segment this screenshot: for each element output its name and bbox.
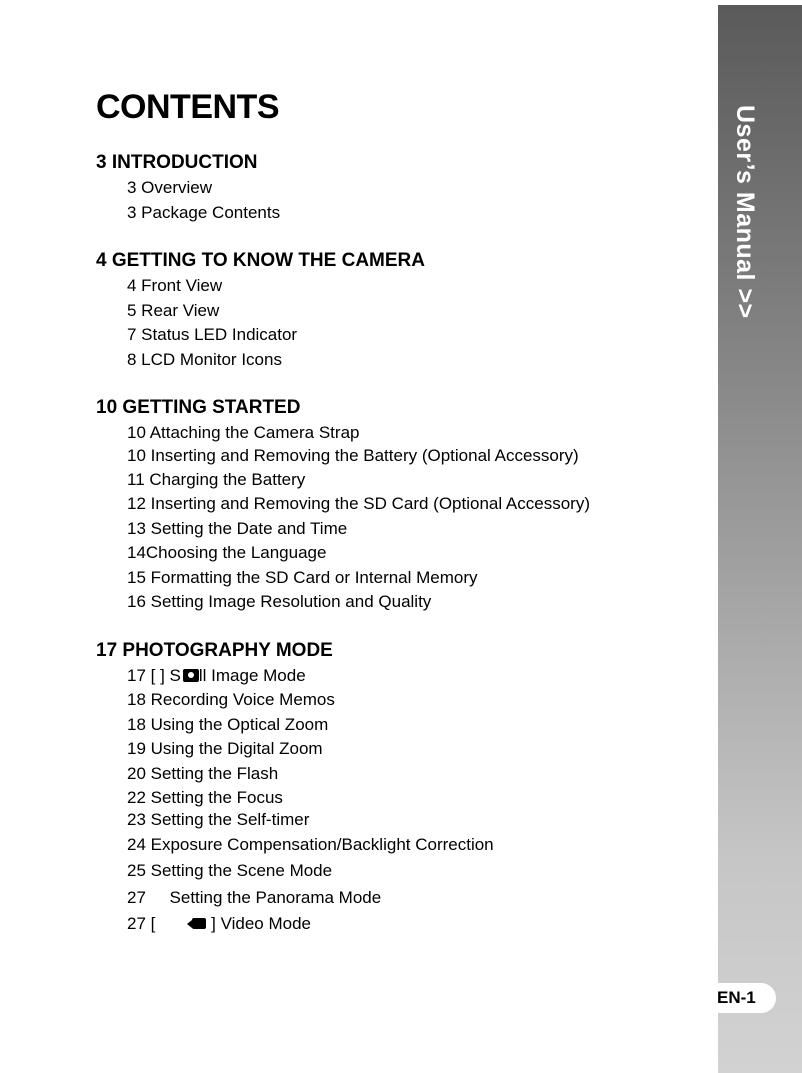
manual-side-title: User’s Manual >> bbox=[731, 105, 759, 319]
toc-entry[interactable]: 10 Inserting and Removing the Battery (Optional Accessory) bbox=[127, 446, 579, 465]
toc-entry[interactable]: 18 Using the Optical Zoom bbox=[127, 715, 329, 734]
toc-entry[interactable]: 10 Attaching the Camera Strap bbox=[127, 423, 360, 442]
toc-entry[interactable]: 7 Status LED Indicator bbox=[127, 325, 298, 344]
toc-entry[interactable]: 19 Using the Digital Zoom bbox=[127, 739, 323, 758]
section-heading-introduction[interactable]: 3 INTRODUCTION bbox=[96, 152, 258, 173]
toc-entry[interactable]: 18 Recording Voice Memos bbox=[127, 690, 335, 709]
toc-entry[interactable]: 13 Setting the Date and Time bbox=[127, 519, 348, 538]
video-camera-icon bbox=[192, 918, 206, 929]
toc-entry[interactable]: 8 LCD Monitor Icons bbox=[127, 350, 282, 369]
toc-entry[interactable]: 14Choosing the Language bbox=[127, 543, 327, 562]
page-number: EN-1 bbox=[712, 983, 776, 1013]
toc-entry[interactable]: 3 Package Contents bbox=[127, 203, 281, 222]
video-entry-prefix: 27 [ bbox=[127, 914, 189, 933]
toc-entry[interactable]: 23 Setting the Self-timer bbox=[127, 810, 310, 829]
table-of-contents bbox=[96, 0, 696, 1073]
still-entry-suffix: ll Image Mode bbox=[198, 666, 306, 685]
toc-entry-still-image[interactable] bbox=[127, 666, 306, 686]
toc-entry[interactable]: 15 Formatting the SD Card or Internal Memory bbox=[127, 568, 478, 587]
section-heading-photography-mode[interactable]: 17 PHOTOGRAPHY MODE bbox=[96, 640, 333, 661]
toc-entry[interactable]: 5 Rear View bbox=[127, 301, 220, 320]
section-heading-getting-to-know[interactable]: 4 GETTING TO KNOW THE CAMERA bbox=[96, 250, 425, 271]
toc-entry[interactable]: 24 Exposure Compensation/Backlight Correction bbox=[127, 835, 494, 854]
still-entry-prefix: 17 [ ] S bbox=[127, 666, 181, 685]
toc-entry[interactable]: 3 Overview bbox=[127, 178, 213, 197]
toc-entry[interactable]: 22 Setting the Focus bbox=[127, 788, 283, 807]
toc-entry[interactable]: 4 Front View bbox=[127, 276, 223, 295]
toc-entry[interactable]: 16 Setting Image Resolution and Quality bbox=[127, 592, 432, 611]
toc-entry[interactable]: 20 Setting the Flash bbox=[127, 764, 279, 783]
toc-entry[interactable]: 11 Charging the Battery bbox=[127, 470, 306, 489]
toc-entry[interactable]: 25 Setting the Scene Mode bbox=[127, 861, 333, 880]
toc-entry[interactable]: 12 Inserting and Removing the SD Card (Optional Accessory) bbox=[127, 494, 591, 513]
toc-entry-video-mode[interactable] bbox=[127, 914, 311, 934]
section-heading-getting-started[interactable]: 10 GETTING STARTED bbox=[96, 397, 301, 418]
toc-entry[interactable]: 27 Setting the Panorama Mode bbox=[127, 888, 382, 907]
video-entry-suffix: ] Video Mode bbox=[206, 914, 312, 933]
camera-icon bbox=[183, 669, 199, 682]
page-title: CONTENTS bbox=[96, 88, 279, 126]
